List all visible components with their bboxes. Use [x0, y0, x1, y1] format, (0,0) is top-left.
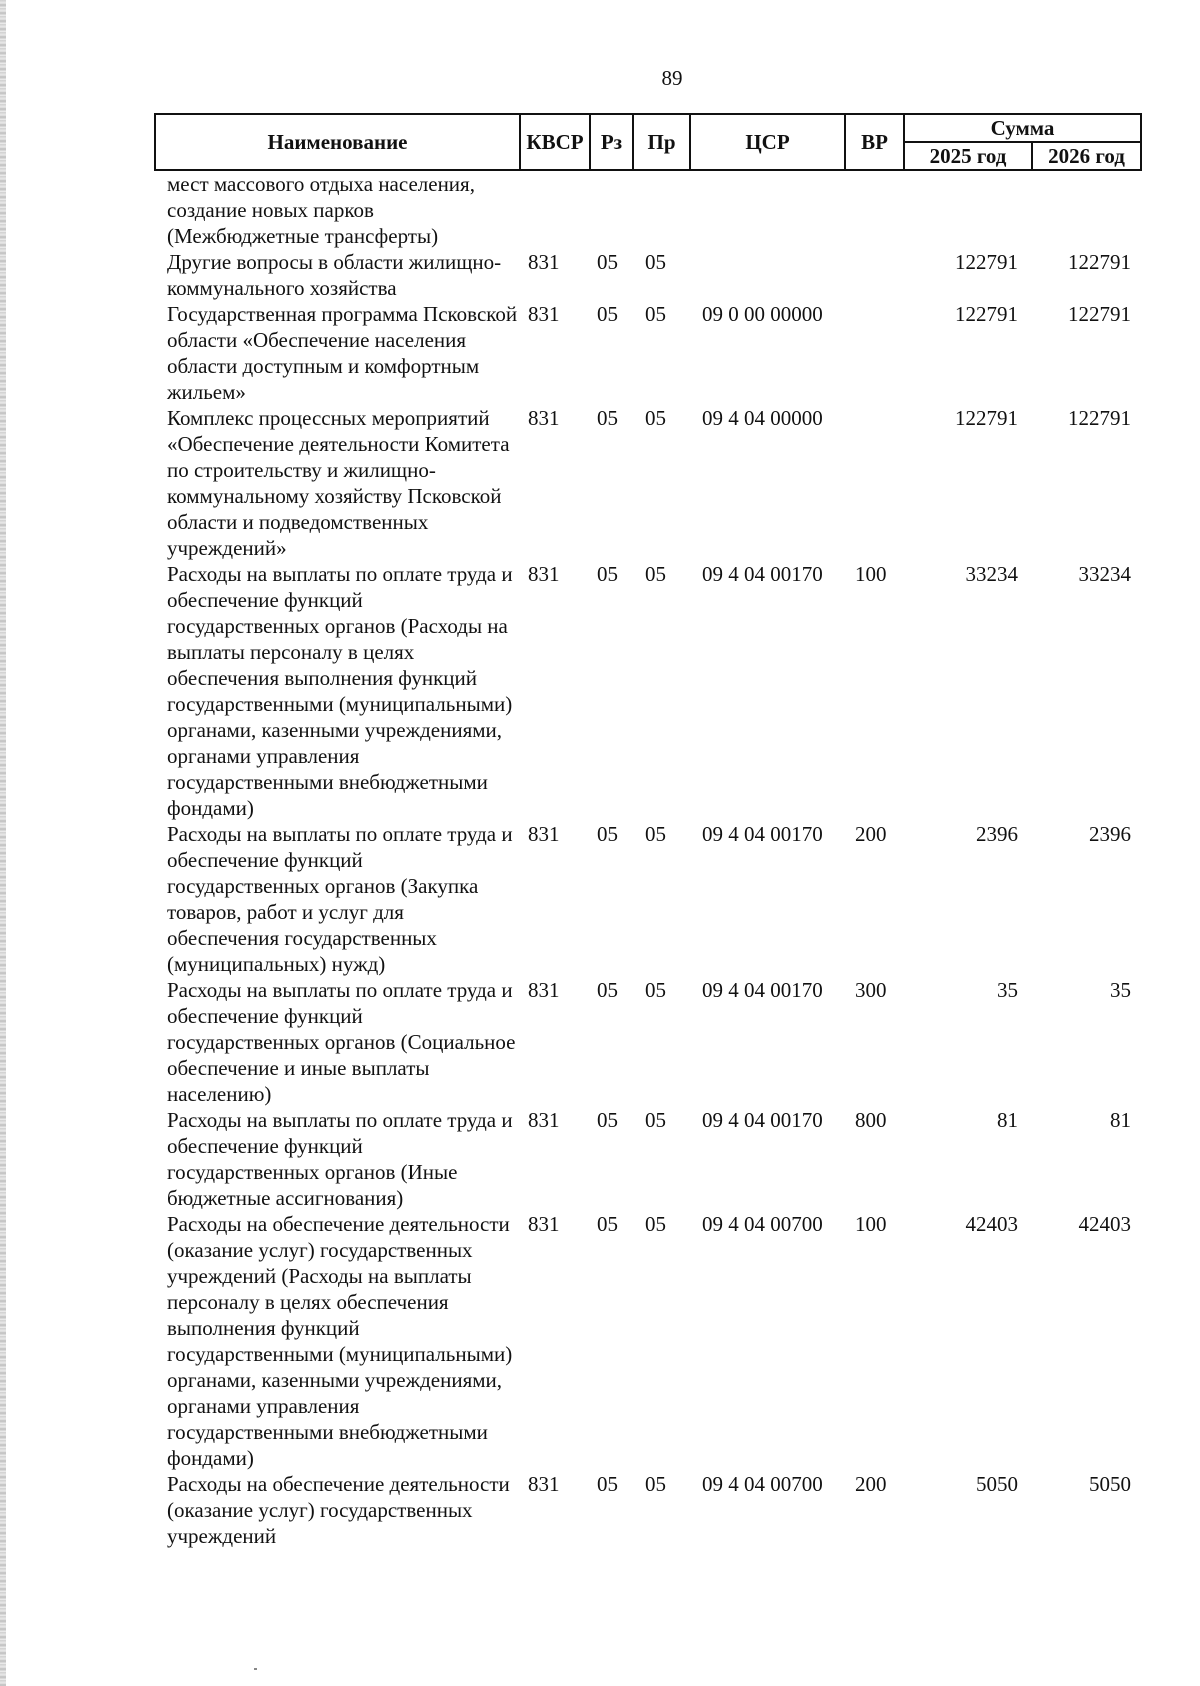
cell-pr: 05: [645, 822, 666, 846]
cell-pr: 05: [645, 1212, 666, 1236]
table-row: [155, 561, 1141, 821]
cell-rz: 05: [597, 978, 618, 1002]
cell-pr: [633, 170, 690, 249]
cell-csr: 09 4 04 00700: [702, 1212, 823, 1236]
page-number: 89: [661, 66, 683, 90]
table-row: [155, 1471, 1141, 1549]
cell-rz: 05: [597, 302, 618, 326]
cell-name: Расходы на выплаты по оплате труда и обеспечение функций государственных органов (Социальное обеспечение и иные выплаты населению): [167, 978, 516, 1106]
table-row: [155, 301, 1141, 405]
budget-sheet: [154, 113, 1140, 1549]
cell-pr: 05: [645, 302, 666, 326]
cell-csr: 09 0 00 00000: [702, 302, 823, 326]
cell-sum-2026: 2396: [1089, 822, 1131, 846]
cell-kvsr: 831: [528, 250, 560, 274]
table-row: [155, 405, 1141, 561]
cell-kvsr: 831: [528, 1472, 560, 1496]
cell-sum-2025: 42403: [965, 1212, 1018, 1236]
table-row: [155, 1211, 1141, 1471]
cell-rz: 05: [597, 562, 618, 586]
cell-sum-2026: 35: [1110, 978, 1131, 1002]
header-name: Наименование: [155, 114, 520, 170]
cell-csr: 09 4 04 00170: [702, 1108, 823, 1132]
cell-rz: [590, 170, 633, 249]
cell-kvsr: 831: [528, 406, 560, 430]
cell-pr: 05: [645, 1472, 666, 1496]
cell-pr: 05: [645, 406, 666, 430]
budget-table: [154, 113, 1142, 1549]
cell-pr: 05: [645, 1108, 666, 1132]
cell-rz: 05: [597, 822, 618, 846]
table-row: [155, 821, 1141, 977]
cell-sum-2026: 5050: [1089, 1472, 1131, 1496]
table-row: [155, 977, 1141, 1107]
cell-name: Другие вопросы в области жилищно-коммунального хозяйства: [167, 250, 502, 300]
table-body: [155, 170, 1141, 1549]
header-kvsr: КВСР: [520, 114, 590, 170]
cell-rz: 05: [597, 406, 618, 430]
cell-sum-2026: 122791: [1068, 302, 1131, 326]
cell-vr: [845, 249, 904, 301]
header-csr: ЦСР: [690, 114, 845, 170]
cell-name: Государственная программа Псковской области «Обеспечение населения области доступным и комфортным жильем»: [167, 302, 518, 404]
header-sum: Сумма: [904, 114, 1141, 142]
cell-rz: 05: [597, 250, 618, 274]
cell-sum-2026: 122791: [1068, 250, 1131, 274]
table-row: [155, 249, 1141, 301]
cell-vr: 300: [855, 978, 887, 1002]
cell-csr: 09 4 04 00000: [702, 406, 823, 430]
cell-vr: 100: [855, 562, 887, 586]
cell-vr: 200: [855, 1472, 887, 1496]
cell-name: Расходы на выплаты по оплате труда и обеспечение функций государственных органов (Расходы на выплаты персоналу в целях обеспечения выполнения функций государственными (муниципальными) органами, казенными учреждениями, органами управления государственными внебюджетными фондами): [167, 562, 513, 820]
cell-name: Расходы на обеспечение деятельности (оказание услуг) государственных учреждений: [167, 1472, 510, 1548]
cell-sum-2025: 5050: [976, 1472, 1018, 1496]
cell-sum-2025: 81: [997, 1108, 1018, 1132]
cell-csr: 09 4 04 00170: [702, 822, 823, 846]
table-row: [155, 1107, 1141, 1211]
cell-pr: 05: [645, 562, 666, 586]
cell-sum-2026: 42403: [1078, 1212, 1131, 1236]
cell-kvsr: 831: [528, 822, 560, 846]
cell-csr: [690, 170, 845, 249]
cell-pr: 05: [645, 978, 666, 1002]
cell-sum-2025: [904, 170, 1032, 249]
cell-sum-2025: 33234: [965, 562, 1018, 586]
cell-kvsr: 831: [528, 978, 560, 1002]
cell-sum-2026: [1032, 170, 1141, 249]
cell-csr: [690, 249, 845, 301]
cell-rz: 05: [597, 1472, 618, 1496]
cell-vr: [845, 301, 904, 405]
cell-vr: [845, 170, 904, 249]
header-vr: ВР: [845, 114, 904, 170]
cell-csr: 09 4 04 00170: [702, 562, 823, 586]
header-pr: Пр: [633, 114, 690, 170]
cell-sum-2025: 122791: [955, 302, 1018, 326]
cell-name: Комплекс процессных мероприятий «Обеспечение деятельности Комитета по строительству и жилищно-коммунальному хозяйству Псковской области и подведомственных учреждений»: [167, 406, 510, 560]
cell-name: Расходы на выплаты по оплате труда и обеспечение функций государственных органов (Закупка товаров, работ и услуг для обеспечения государственных (муниципальных) нужд): [167, 822, 513, 976]
header-year-2026: 2026 год: [1032, 142, 1141, 170]
header-rz: Рз: [590, 114, 633, 170]
cell-kvsr: 831: [528, 1212, 560, 1236]
cell-name: Расходы на обеспечение деятельности (оказание услуг) государственных учреждений (Расходы на выплаты персоналу в целях обеспечения выполнения функций государственными (муниципальными) органами, казенными учреждениями, органами управления государственными внебюджетными фондами): [167, 1212, 513, 1470]
cell-vr: 200: [855, 822, 887, 846]
cell-kvsr: 831: [528, 1108, 560, 1132]
cell-pr: 05: [645, 250, 666, 274]
cell-sum-2026: 33234: [1078, 562, 1131, 586]
cell-csr: 09 4 04 00700: [702, 1472, 823, 1496]
header-year-2025: 2025 год: [904, 142, 1032, 170]
cell-name: мест массового отдыха населения, создание новых парков (Межбюджетные трансферты): [167, 172, 475, 248]
cell-vr: 800: [855, 1108, 887, 1132]
cell-rz: 05: [597, 1212, 618, 1236]
cell-vr: 100: [855, 1212, 887, 1236]
scan-left-edge: [0, 0, 6, 1686]
cell-sum-2026: 122791: [1068, 406, 1131, 430]
cell-sum-2025: 35: [997, 978, 1018, 1002]
cell-name: Расходы на выплаты по оплате труда и обеспечение функций государственных органов (Иные бюджетные ассигнования): [167, 1108, 513, 1210]
cell-kvsr: 831: [528, 302, 560, 326]
cell-sum-2025: 122791: [955, 406, 1018, 430]
table-header: [155, 114, 1141, 170]
cell-vr: [845, 405, 904, 561]
cell-csr: 09 4 04 00170: [702, 978, 823, 1002]
cell-sum-2026: 81: [1110, 1108, 1131, 1132]
cell-kvsr: [520, 170, 590, 249]
table-row: [155, 170, 1141, 249]
cell-kvsr: 831: [528, 562, 560, 586]
cell-sum-2025: 122791: [955, 250, 1018, 274]
cell-rz: 05: [597, 1108, 618, 1132]
cell-sum-2025: 2396: [976, 822, 1018, 846]
scan-speck: [254, 1668, 257, 1670]
